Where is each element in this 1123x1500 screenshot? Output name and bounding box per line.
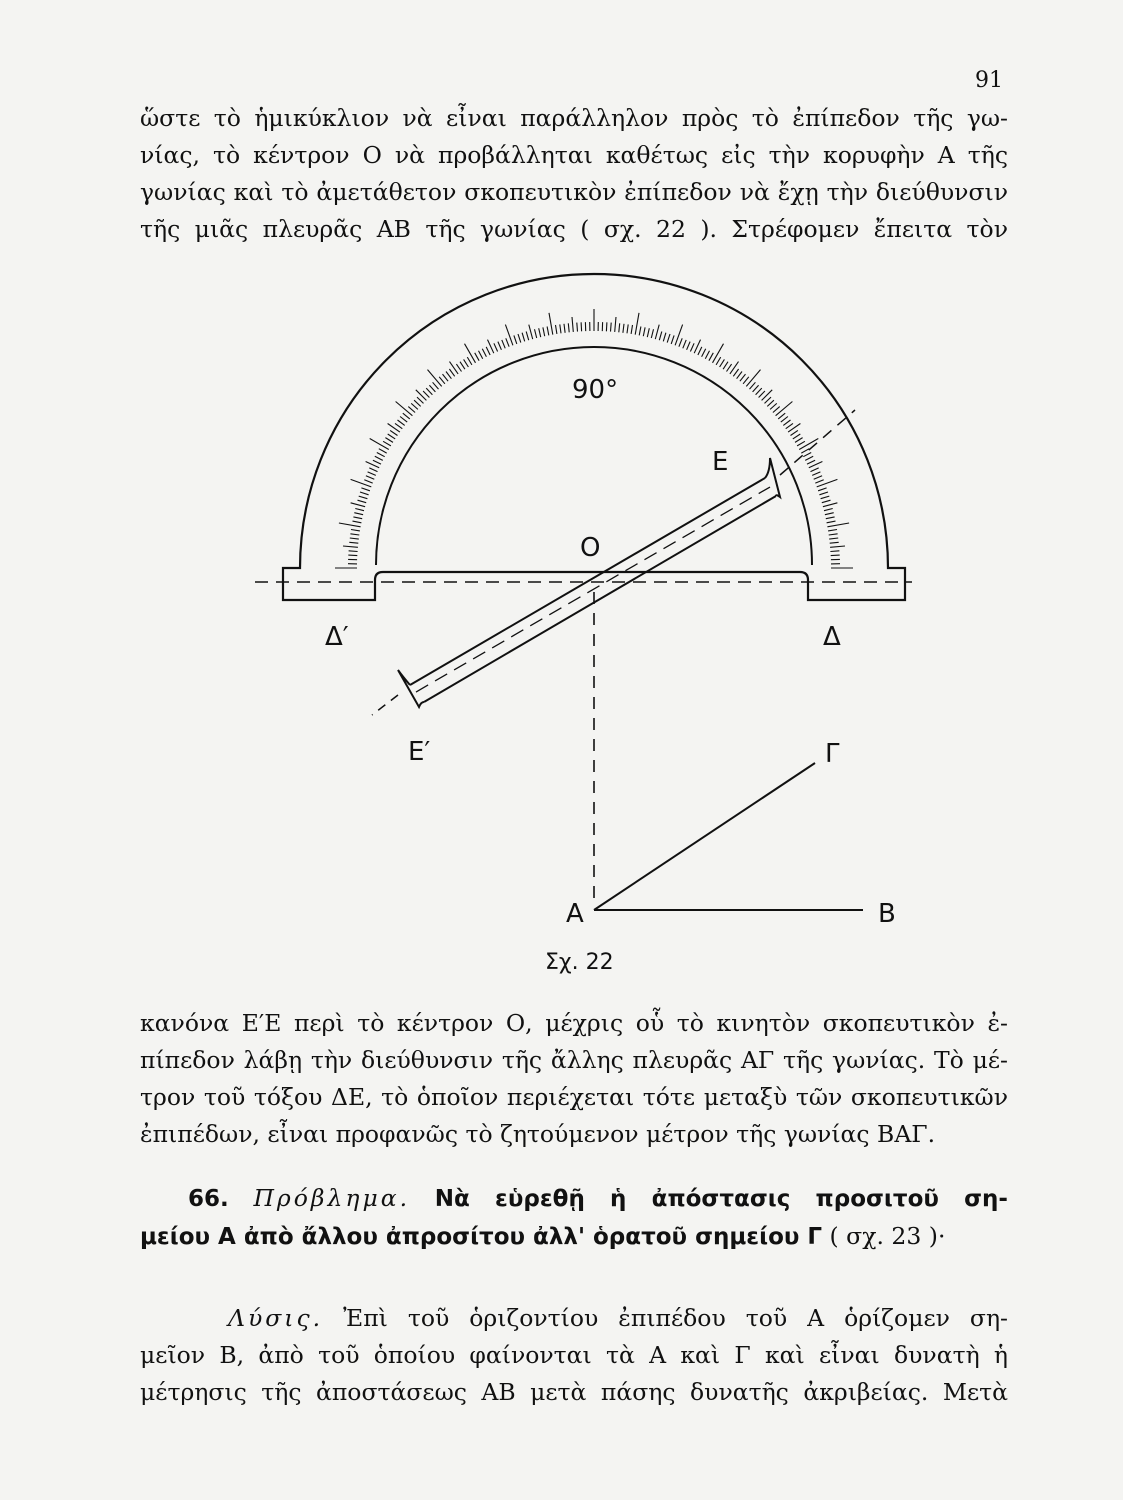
graduation-tick [643, 327, 645, 336]
graduation-tick [353, 521, 362, 523]
graduation-tick [705, 351, 709, 359]
graduation-tick [619, 323, 620, 332]
graduation-tick [351, 530, 360, 531]
graduation-tick [383, 441, 391, 446]
problem-label: Πρόβλημα. [253, 1184, 411, 1212]
graduation-tick [627, 324, 628, 333]
graduation-tick [687, 342, 691, 350]
graduation-tick [518, 334, 521, 343]
graduation-tick [433, 382, 439, 389]
graduation-tick [385, 438, 393, 443]
graduation-tick [793, 434, 801, 439]
graduation-tick [414, 400, 421, 406]
graduation-tick [671, 335, 674, 344]
graduation-tick [361, 488, 370, 491]
graduation-tick [359, 496, 368, 499]
graduation-tick [791, 430, 798, 435]
graduation-tick [623, 324, 624, 333]
graduation-tick [354, 513, 363, 515]
graduation-tick [498, 342, 502, 350]
graduation-tick [395, 423, 402, 428]
graduation-tick [795, 438, 803, 443]
graduation-tick [709, 353, 713, 361]
label-D: Δ [823, 622, 841, 652]
graduation-tick [814, 476, 822, 479]
graduation-tick [460, 362, 465, 370]
graduation-tick [829, 538, 838, 539]
graduation-tick [364, 480, 372, 483]
side-AG [594, 763, 815, 910]
paragraph-mid [140, 1005, 1008, 1153]
graduation-tick [564, 324, 565, 333]
graduation-tick [773, 407, 780, 413]
graduation-tick [456, 364, 461, 371]
graduation-tick [698, 347, 702, 355]
graduation-tick [369, 468, 377, 472]
graduation-tick [355, 509, 364, 511]
graduation-tick [464, 359, 469, 367]
graduation-tick [830, 546, 845, 547]
graduation-tick [522, 333, 525, 342]
graduation-tick [549, 313, 553, 335]
graduation-tick [411, 403, 418, 409]
graduation-tick [765, 397, 772, 403]
label-E: E [712, 447, 729, 477]
graduation-tick [373, 460, 381, 464]
graduation-tick [807, 460, 815, 464]
graduation-tick [675, 325, 683, 346]
graduation-tick [350, 538, 359, 539]
solution-line-2: μεῖον Β, ἀπὸ τοῦ ὁποίου φαίνονται τὰ Α καὶ Γ καὶ εἶναι δυνατὴ ἡ [140, 1341, 1008, 1369]
graduation-tick [756, 388, 762, 395]
graduation-tick [759, 391, 765, 398]
graduation-tick [667, 334, 670, 343]
graduation-tick [818, 488, 827, 491]
graduation-tick [348, 555, 357, 556]
graduation-tick [349, 542, 358, 543]
graduation-tick [416, 390, 427, 401]
graduation-tick [635, 313, 639, 335]
graduation-tick [659, 332, 662, 341]
graduation-tick [403, 413, 410, 419]
graduation-tick [822, 500, 831, 503]
label-B: B [878, 899, 896, 929]
graduation-tick [801, 449, 809, 453]
graduation-tick [426, 388, 432, 395]
graduation-tick [556, 325, 557, 334]
graduation-tick [819, 492, 828, 495]
graduation-tick [429, 385, 435, 392]
label-G: Γ [825, 739, 840, 769]
graduation-tick [449, 369, 454, 376]
graduation-tick [535, 329, 537, 338]
graduation-tick [740, 374, 746, 381]
graduation-tick [750, 382, 756, 389]
graduation-tick [560, 324, 561, 333]
graduation-tick [350, 534, 359, 535]
graduation-tick [506, 338, 509, 346]
graduation-tick [529, 325, 533, 340]
graduation-tick [727, 364, 732, 371]
graduation-tick [730, 362, 739, 374]
solution-paragraph [140, 1300, 1008, 1411]
graduation-tick [823, 503, 838, 507]
graduation-tick [581, 322, 582, 331]
problem-title-line-2: μείου Α ἀπὸ ἄλλου ἀπροσίτου ἀλλ' ὁρατοῦ σημείου Γ [140, 1224, 823, 1250]
graduation-tick [423, 391, 429, 398]
graduation-tick [720, 359, 725, 367]
problem-line-1 [140, 1180, 1008, 1218]
graduation-tick [615, 317, 616, 332]
graduation-tick [398, 420, 405, 425]
graduation-tick [443, 374, 449, 381]
graduation-tick [400, 417, 407, 423]
sight-line-lower [372, 695, 398, 715]
graduation-tick [439, 377, 445, 384]
graduation-tick [631, 325, 632, 334]
graduation-tick [368, 472, 376, 476]
graduation-tick [821, 496, 830, 499]
graduation-tick [486, 347, 490, 355]
label-Eprime: E′ [408, 737, 431, 767]
graduation-tick [831, 555, 840, 556]
text-line: ἐπιπέδων, εἶναι προφανῶς τὸ ζητούμενον μέτρον τῆς γωνίας ΒΑΓ. [140, 1120, 936, 1148]
solution-text-1: Ἐπὶ τοῦ ὁριζοντίου ἐπιπέδου τοῦ Α ὁρίζομεν ση- [343, 1304, 1008, 1332]
graduation-tick [829, 534, 838, 535]
graduation-tick [353, 517, 362, 519]
text-line: ὥστε τὸ ἡμικύκλιον νὰ εἶναι παράλληλον πρὸς τὸ ἐπίπεδον τῆς γω- [140, 104, 1008, 132]
graduation-tick [351, 503, 366, 507]
graduation-tick [828, 530, 837, 531]
graduation-tick [482, 349, 486, 357]
graduation-tick [375, 456, 383, 460]
graduation-tick [568, 323, 569, 332]
graduation-tick [827, 523, 849, 527]
graduation-tick [825, 513, 834, 515]
graduation-tick [762, 390, 773, 401]
graduation-tick [606, 322, 607, 331]
graduation-tick [788, 424, 800, 433]
graduation-tick [547, 327, 549, 336]
graduation-tick [388, 434, 396, 439]
sight-line-upper [780, 410, 855, 475]
label-90-degrees: 90° [572, 375, 619, 405]
graduation-tick [723, 362, 728, 370]
text-line: πίπεδον λάβῃ τὴν διεύθυνσιν τῆς ἄλλης πλευρᾶς ΑΓ τῆς γωνίας. Τὸ μέ- [140, 1046, 1008, 1074]
graduation-tick [479, 351, 483, 359]
graduation-tick [815, 480, 823, 483]
graduation-tick [805, 456, 813, 460]
label-O: O [580, 533, 601, 563]
graduation-tick [743, 377, 749, 384]
graduation-tick [827, 521, 836, 523]
graduation-tick [343, 546, 358, 547]
graduation-tick [358, 500, 367, 503]
graduation-tick [505, 325, 513, 346]
graduation-tick [514, 335, 517, 344]
graduation-tick [465, 344, 476, 363]
solution-line-3: μέτρησις τῆς ἀποστάσεως ΑΒ μετὰ πάσης δυνατῆς ἀκριβείας. Μετὰ [140, 1378, 1008, 1406]
graduation-tick [450, 362, 459, 374]
problem-heading [140, 1180, 1008, 1256]
graduation-tick [812, 472, 820, 476]
graduation-tick [543, 327, 545, 336]
graduation-tick [526, 332, 529, 341]
graduation-tick [770, 403, 777, 409]
problem-ref: ( σχ. 23 )· [829, 1222, 946, 1250]
figure-caption: Σχ. 22 [545, 950, 614, 975]
graduation-tick [417, 397, 424, 403]
problem-title-line-1: Νὰ εὑρεθῇ ἡ ἀπόστασις προσιτοῦ ση- [434, 1186, 1008, 1212]
solution-label: Λύσις. [228, 1304, 324, 1332]
text-line: κανόνα Ε′Ε περὶ τὸ κέντρον Ο, μέχρις οὗ τὸ κινητὸν σκοπευτικὸν ἐ- [140, 1009, 1008, 1037]
graduation-tick [351, 479, 372, 487]
graduation-tick [817, 479, 838, 487]
graduation-tick [408, 407, 415, 413]
graduation-tick [713, 344, 724, 363]
graduation-tick [467, 357, 472, 365]
graduation-tick [716, 357, 721, 365]
graduation-tick [539, 328, 541, 337]
graduation-tick [611, 323, 612, 332]
graduation-tick [494, 343, 498, 351]
graduation-tick [502, 340, 505, 348]
problem-line-2 [140, 1218, 1008, 1256]
page-number: 91 [975, 68, 1003, 93]
graduation-tick [826, 517, 835, 519]
graduation-tick [446, 372, 451, 379]
graduation-tick [803, 453, 811, 457]
graduation-tick [683, 340, 686, 348]
solution-line-1 [140, 1300, 1008, 1337]
graduation-tick [388, 424, 400, 433]
graduation-tick [824, 509, 833, 511]
graduation-tick [655, 325, 659, 340]
graduation-tick [733, 369, 738, 376]
problem-number: 66. [188, 1186, 229, 1212]
label-A: A [566, 899, 584, 929]
graduation-tick [379, 449, 387, 453]
graduation-tick [572, 317, 573, 332]
text-line: τρον τοῦ τόξου ΔΕ, τὸ ὁποῖον περιέχεται τότε μεταξὺ τῶν σκοπευτικῶν [140, 1083, 1008, 1111]
graduation-tick [786, 423, 793, 428]
graduation-tick [702, 349, 706, 357]
graduation-tick [475, 353, 479, 361]
text-line: νίας, τὸ κέντρον Ο νὰ προβάλληται καθέτως εἰς τὴν κορυφὴν Α τῆς [140, 141, 1008, 169]
graduation-tick [767, 400, 774, 406]
graduation-tick [830, 551, 839, 552]
graduation-tick [349, 551, 358, 552]
graduation-tick [647, 328, 649, 337]
graduation-tick [377, 453, 385, 457]
graduation-tick [390, 430, 397, 435]
graduation-tick [753, 385, 759, 392]
graduation-tick [366, 476, 374, 479]
text-line: τῆς μιᾶς πλευρᾶς ΑΒ τῆς γωνίας ( σχ. 22 ). Στρέφομεν ἔπειτα τὸν [140, 215, 1008, 243]
graduation-tick [663, 333, 666, 342]
graduation-tick [783, 420, 790, 425]
graduation-tick [370, 439, 389, 450]
text-line: γωνίας καὶ τὸ ἀμετάθετον σκοπευτικὸν ἐπίπεδον νὰ ἔχῃ τὴν διεύθυνσιν [140, 178, 1008, 206]
graduation-tick [781, 417, 788, 423]
graduation-tick [778, 413, 785, 419]
graduation-tick [737, 372, 742, 379]
label-Dprime: Δ′ [325, 622, 349, 652]
graduation-tick [339, 523, 361, 527]
graduation-tick [639, 327, 641, 336]
graduation-tick [811, 468, 819, 472]
graduation-tick [360, 492, 369, 495]
graduation-tick [690, 343, 694, 351]
graduation-tick [577, 323, 578, 332]
graduation-tick [797, 441, 805, 446]
graduation-tick [651, 329, 653, 338]
graduation-tick [830, 542, 839, 543]
graduation-tick [679, 338, 682, 346]
